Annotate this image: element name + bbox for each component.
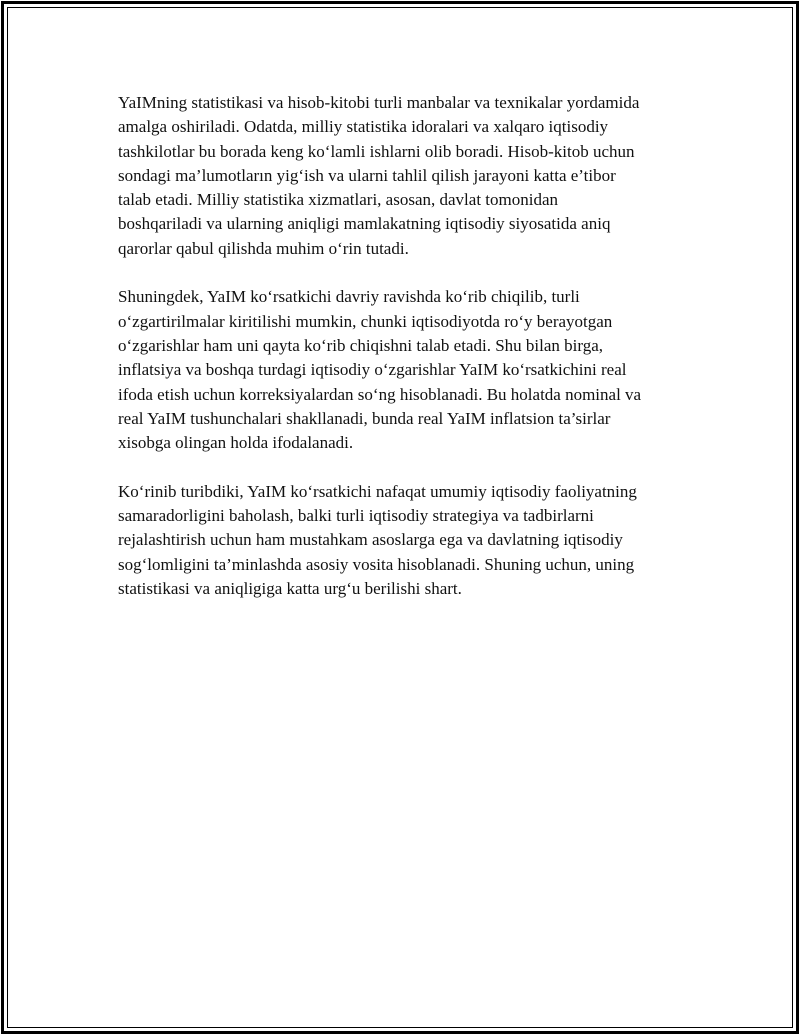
text-line: statistikasi va aniqligiga katta urg‘u berilishi shart. xyxy=(118,578,462,598)
text-line: inflatsiya va boshqa turdagi iqtisodiy o‘zgarishlar YaIM ko‘rsatkichini real xyxy=(118,360,627,380)
text-line: o‘zgarishlar ham uni qayta ko‘rib chiqishni talab etadi. Shu bilan birga, xyxy=(118,335,604,355)
text-line: sog‘lomligini ta’minlashda asosiy vosita hisoblanadi. Shuning uchun, uning xyxy=(118,554,635,574)
text-line: real YaIM tushunchalari shakllanadi, bunda real YaIM inflatsion ta’sirlar xyxy=(118,408,611,428)
text-line: ifoda etish uchun korreksiyalardan so‘ng hisoblanadi. Bu holatda nominal va xyxy=(118,384,642,404)
document-body xyxy=(118,91,698,626)
text-line: amalga oshiriladi. Odatda, milliy statistika idoralari va xalqaro iqtisodiy xyxy=(118,117,609,137)
text-line: qarorlar qabul qilishda muhim o‘rin tutadi. xyxy=(118,238,409,258)
text-line: tashkilotlar bu borada keng ko‘lamli ishlarni olib boradi. Hisob-kitob uchun xyxy=(118,141,635,161)
paragraph-2 xyxy=(118,285,698,455)
text-line: Shuningdek, YaIM ko‘rsatkichi davriy ravishda ko‘rib chiqilib, turli xyxy=(118,287,580,307)
text-line: YaIMning statistikasi va hisob-kitobi turli manbalar va texnikalar yordamida xyxy=(118,93,640,112)
text-line: samaradorligini baholash, balki turli iqtisodiy strategiya va tadbirlarni xyxy=(118,506,594,526)
text-line: o‘zgartirilmalar kiritilishi mumkin, chunki iqtisodiyotda ro‘y berayotgan xyxy=(118,311,613,331)
text-line: boshqariladi va ularning aniqligi mamlakatning iqtisodiy siyosatida aniq xyxy=(118,214,611,234)
text-line: xisobga olingan holda ifodalanadi. xyxy=(118,433,354,453)
paragraph-3 xyxy=(118,480,698,601)
paragraph-1 xyxy=(118,91,698,261)
text-line: rejalashtirish uchun ham mustahkam asoslarga ega va davlatning iqtisodiy xyxy=(118,530,623,550)
text-line: sondagi ma’lumotların yig‘ish va ularni tahlil qilish jarayoni katta e’tibor xyxy=(118,165,616,185)
text-line: Ko‘rinib turibdiki, YaIM ko‘rsatkichi nafaqat umumiy iqtisodiy faoliyatning xyxy=(118,481,637,501)
text-line: talab etadi. Milliy statistika xizmatlari, asosan, davlat tomonidan xyxy=(118,190,559,210)
